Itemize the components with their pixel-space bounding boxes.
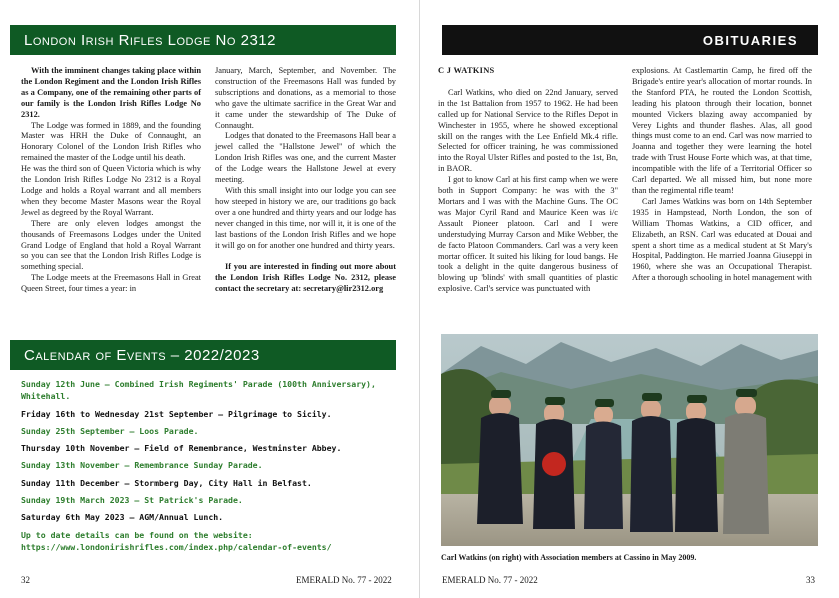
- event-item: Thursday 10th November – Field of Remembrance, Westminster Abbey.: [21, 443, 342, 454]
- obituary-column-2: [632, 66, 812, 284]
- event-item: Sunday 11th December – Stormberg Day, City Hall in Belfast.: [21, 477, 312, 488]
- lodge-paragraph: The Lodge meets at the Freemasons Hall in Great Queen Street, four times a year: in: [21, 273, 201, 294]
- lodge-paragraph: January, March, September, and November. The construction of the Freemasons Hall was funded by subscriptions and donations, as a memorial to those who gave the ultimate sacrifice in the Great War and it came under the stewardship of The Duke of Connaught.: [215, 66, 396, 130]
- events-list: [21, 378, 401, 558]
- calendar-banner: Calendar of Events – 2022/2023: [10, 340, 396, 370]
- right-page: [420, 0, 839, 598]
- photo-caption: Carl Watkins (on right) with Association members at Cassino in May 2009.: [441, 553, 697, 562]
- page-number-right: 33: [806, 575, 815, 585]
- obituary-paragraph: Carl James Watkins was born on 14th September 1935 in Hampstead, North London, the son of William Thomas Watkins, a CID officer, and Elizabeth, an RSN. Carl was educated at Douai and spent a short time as a medical student at St Mary's Hospital, Paddington. He married Joanna Giuseppi in 1960, where she was an Occupational Therapist. After a thorough schooling in hotel management with: [632, 196, 812, 283]
- obituaries-banner: OBITUARIES: [442, 25, 818, 55]
- group-photo-illustration: [441, 334, 818, 546]
- event-item: Sunday 12th June – Combined Irish Regiments' Parade (100th Anniversary), Whitehall.: [21, 379, 376, 402]
- lodge-article-column-2: [215, 66, 396, 295]
- lodge-paragraph: Lodges that donated to the Freemasons Hall bear a jewel called the "Hallstone Jewel" of which the London Irish Rifles was one, and the current Master of the Lodge wears the Hallstone Jewel at every meeting.: [215, 131, 396, 185]
- website-label: Up to date details can be found on the website:: [21, 529, 253, 540]
- event-item: Sunday 19th March 2023 – St Patrick's Parade.: [21, 495, 243, 506]
- lodge-contact-paragraph: If you are interested in finding out more about the London Irish Rifles Lodge No. 2312, please contact the secretary at: secretary@lir2312.org: [215, 262, 396, 294]
- page-number-left: 32: [21, 575, 30, 585]
- lodge-paragraph: There are only eleven lodges amongst the thousands of Freemasons Lodges under the United Grand Lodge of England that hold a Royal Warrant so you can see that the London Irish Rifles Lodge is something special.: [21, 218, 201, 272]
- lodge-article-column-1: [21, 66, 201, 295]
- lodge-banner: London Irish Rifles Lodge No 2312: [10, 25, 396, 55]
- lodge-paragraph: The Lodge was formed in 1889, and the founding Master was HRH the Duke of Connaught, an Honorary Colonel of the London Irish Rifles who remained the master of the Lodge until his death.: [21, 120, 201, 163]
- event-item: Saturday 6th May 2023 – AGM/Annual Lunch.: [21, 512, 224, 523]
- event-item: Friday 16th to Wednesday 21st September – Pilgrimage to Sicily.: [21, 408, 332, 419]
- lodge-paragraph: He was the third son of Queen Victoria which is why the London Irish Rifles Lodge No 2312 is a Royal Lodge and holds a Royal warrant and all members when they become Master Masons wear the Royal Jewel as degreed by the Royal Warrant.: [21, 164, 201, 217]
- obituary-paragraph: Carl Watkins, who died on 22nd January, served in the 1st Battalion from 1957 to 1962. He had been called up for National Service to the Rifles Depot in Winchester in 1955, where he showed exceptional skill on the ranges with the Lee Enfield Mk.4 rifle. Selected for officer training, he was commissioned into the Royal Ulster Rifles and posted to the 1st, Bn, in BAOR.: [438, 87, 618, 174]
- event-item: Sunday 25th September – Loos Parade.: [21, 425, 199, 436]
- footer-title-left: EMERALD No. 77 - 2022: [296, 575, 392, 585]
- lodge-intro-paragraph: With the imminent changes taking place within the London Regiment and the London Irish Rifles as a Company, one of the remaining other parts of our family is the London Irish Rifles Lodge No 2312.: [21, 66, 201, 119]
- obituary-paragraph: I got to know Carl at his first camp when we were both in Support Company: he was with the 3" Mortars and I was with the Machine Guns. The OC was Major Cyril Rand and Maurice Keen was i/c Assault Pioneer platoon. Carl and I were understudying Murray Carson and Mike Webber, the de facto Platoon Commanders. Carl was a very keen mortar officer. It suited his liking for loud bangs. He took a delight in the quite dangerous business of blowing up 'blinds' with small quantities of plastic explosive. Carl's service was punctuated with: [438, 175, 618, 294]
- group-photo: [441, 334, 818, 546]
- obituary-heading: C J WATKINS: [438, 66, 495, 75]
- event-item: Sunday 13th November – Remembrance Sunday Parade.: [21, 460, 263, 471]
- lodge-paragraph: With this small insight into our lodge you can see how steeped in history we are, our traditions go back over a one hundred and thirty years and our lodge has never changed in this time, nor will it, it is one of the last bastions of the London Irish Rifles and we hope it will go on for another one hundred and thirty years.: [215, 185, 396, 250]
- obituary-paragraph: explosions. At Castlemartin Camp, he fired off the Brigade's entire year's allocation of mortar rounds. In the Stanford PTA, he routed the London Scottish, leading his platoon through their location, bonnet mounted Vickers blazing away accompanied by Verey Lights and thunder flashes. Alas, all good things must come to an end. Carl was now married to Joanna and together they were learning the hotel trade with Trust House Forte which was, at that time, incompatible with the life of a Territorial Officer so Carl departed. We all missed him, but none more than the regimental rifle team!: [632, 66, 812, 195]
- website-link[interactable]: https://www.londonirishrifles.com/index.php/calendar-of-events/: [21, 541, 332, 552]
- footer-title-right: EMERALD No. 77 - 2022: [442, 575, 538, 585]
- website-note: [21, 529, 401, 554]
- obituary-column-1: [438, 66, 618, 295]
